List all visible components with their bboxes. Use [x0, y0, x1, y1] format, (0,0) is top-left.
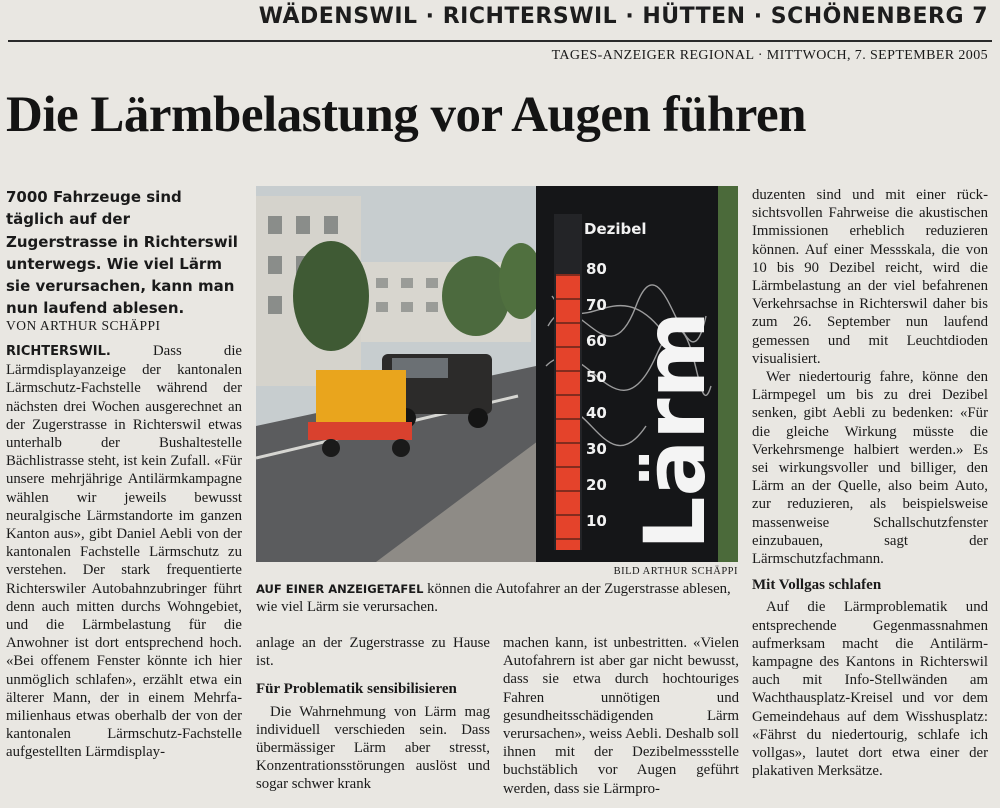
scale-label: 40 [586, 404, 607, 422]
scale-label: 10 [586, 512, 607, 530]
caption-lead: AUF EINER ANZEIGETAFEL [256, 582, 424, 596]
col3-paragraph: machen kann, ist unbestritten. «Vielen Autofahrern ist aber gar nicht bewusst, dass sie etwa durch hochtouriges Fahren unnötigen und gesundheitsschädigenden Lärm verursachen», weiss Aebli. Deshalb soll ihnen mit der Dezibelmessstelle buchstäblich vor Augen geführt werden, dass sie Lärmpro- [503, 635, 739, 797]
led-bar [556, 274, 580, 550]
section-header [259, 4, 988, 29]
dateline: TAGES-ANZEIGER REGIONAL · MITTWOCH, 7. SEPTEMBER 2005 [551, 48, 988, 63]
sign-word: Lärm [626, 310, 724, 550]
scale-label: 80 [586, 260, 607, 278]
subhead-vollgas: Mit Vollgas schlafen [752, 577, 882, 594]
photo-credit: BILD ARTHUR SCHÄPPI [613, 566, 738, 577]
column-2 [256, 634, 490, 794]
scale-label: 30 [586, 440, 607, 458]
col1-text: Dass die Lärmdisplayanzeige der kantonalen Lärmschutz-Fachstelle während der nächsten drei Wochen ausgerechnet an der Zugerstrasse in Richterswil etwas unterhalb der Bushaltestelle Bächlistrasse steht, ist kein Zufall. «Für unsere mehrjährige Antilärmkampagne wählen wir jeweils bewusst neuralgische Lärmstandorte im ganzen Kanton aus», gibt Daniel Aebli von der kantonalen Fachstelle Lärmschutz zu verstehen. Der stark frequentierte Richterswiler Autobahnzubringer führt denn auch mitten durchs Wohngebiet, und die Lärmbelastung für die Anwohner ist dort entsprechend hoch. «Bei offenem Fenster könnte ich hier unmöglich schlafen», erzählt etwa ein älterer Mann, der in einem Mehrfamilienhaus etwas oberhalb der von der kantonalen Lärmschutz-Fachstelle aufgestellten Lärmdisplay- [6, 343, 242, 761]
lead-paragraph: 7000 Fahrzeuge sind täglich auf der Zugerstrasse in Richterswil unterwegs. Wie viel Lärm sie verursachen, kann man nun laufend ablesen. [6, 188, 238, 318]
article-photo [256, 186, 738, 562]
column-3 [503, 634, 739, 798]
place-dateline: RICHTERSWIL. [6, 344, 111, 359]
header-bar [0, 0, 1000, 40]
col4-paragraph: duzenten sind und mit einer rücksichtsvollen Fahrweise die akustischen Immissionen erheblich reduzieren können. Auf einer Messskala, die von 10 bis 90 Dezibel reicht, wird die Lärmbelastung an der viel befahrenen Verkehrsachse in Richterswil daher bis zum 26. September nun laufend gemessen und mit Leuchtdioden visualisiert. [752, 187, 988, 367]
column-4 [752, 186, 988, 781]
byline: VON ARTHUR SCHÄPPI [6, 318, 161, 333]
scale-label: 60 [586, 332, 607, 350]
col1-paragraph [6, 342, 242, 762]
sign-title: Dezibel [584, 220, 647, 238]
tree-left [293, 241, 369, 351]
page-number: 7 [972, 4, 988, 29]
col2-paragraph: anlage an der Zugerstrasse zu Hause ist. [256, 635, 490, 670]
header-rule [8, 40, 992, 42]
photo-illustration [256, 186, 738, 562]
col2-paragraph: Die Wahrnehmung von Lärm mag individuell verschieden sein. Dass übermässiger Lärm aber stresst, Konzentrationsstörungen auslöst und sogar schwer krank [256, 703, 490, 793]
photo-caption [256, 580, 740, 616]
subhead-problematik: Für Problematik sensibilisieren [256, 681, 457, 698]
column-1 [6, 342, 242, 762]
col4-paragraph: Auf die Lärmproblematik und entsprechende Gegenmassnahmen aufmerksam macht die Antilärmkampagne des Kantons in Richterswil auch mit Info-Stellwänden am Wachthausplatz-Kreisel und vor dem Gemeindehaus auf dem Wisshusplatz: «Fährst du niedertourig, schlafe ich vollgas», lautet dort etwa einer der plakativen Merksätze. [752, 599, 988, 780]
scale-label: 70 [586, 296, 607, 314]
caption-text: können die Autofahrer an der Zugerstrasse ablesen, wie viel Lärm sie verursachen. [256, 581, 731, 616]
col4-paragraph: Wer niedertourig fahre, könne den Lärmpegel um bis zu drei Dezibel senken, gibt Aebli zu bedenken: «Für die gleiche Wirkung müsste die Verkehrsmenge halbiert werden.» Es sei wirkungsvoller und billiger, den Lärm an der Quelle, also beim Auto, zur reduzieren, als beispielsweise massenweise Schallschutzfenster einzubauen, sagt der Lärmschutzfachmann. [752, 369, 988, 568]
scale-label: 50 [586, 368, 607, 386]
headline: Die Lärmbelastung vor Augen führen [6, 87, 807, 143]
scale-label: 20 [586, 476, 607, 494]
tree-middle [442, 256, 510, 336]
section-title: WÄDENSWIL · RICHTERSWIL · HÜTTEN · SCHÖNENBERG [258, 4, 965, 29]
